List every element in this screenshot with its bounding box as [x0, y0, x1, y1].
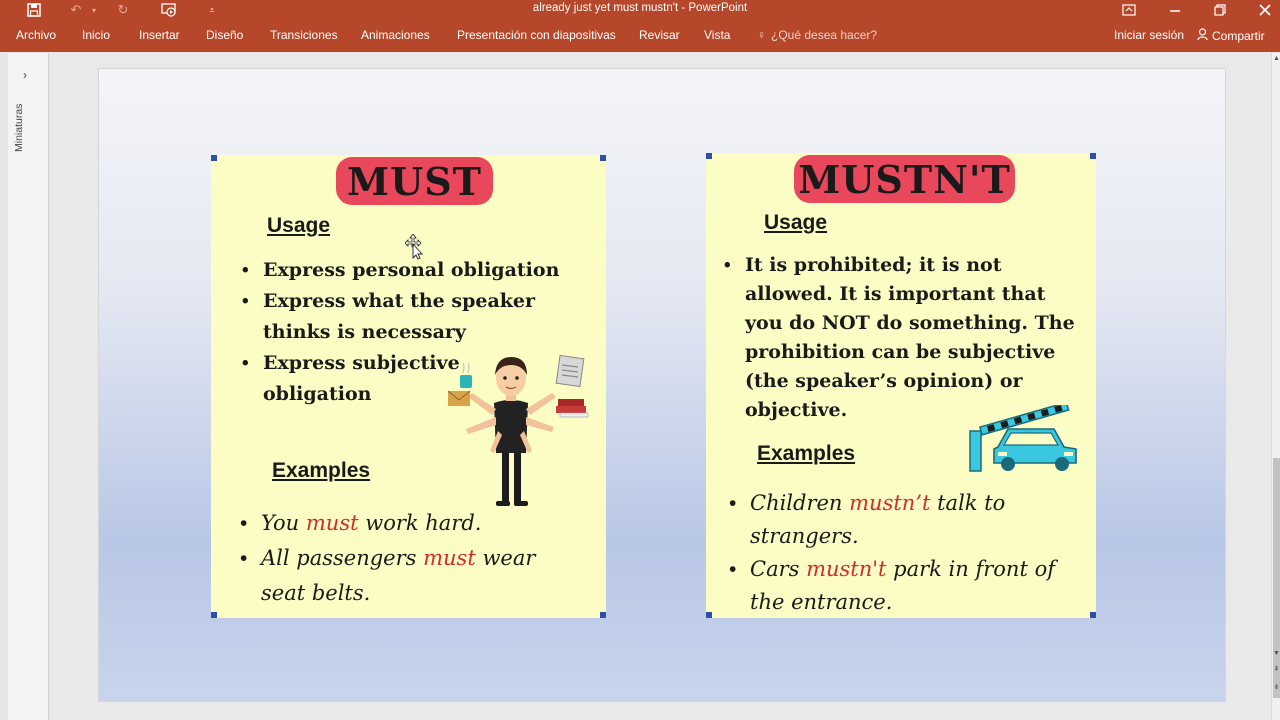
busy-man-illustration	[444, 353, 594, 508]
ribbon-display-icon[interactable]	[1114, 0, 1144, 20]
selection-handle[interactable]	[600, 612, 606, 618]
mustnt-examples-heading: Examples	[757, 442, 856, 465]
mustnt-usage-list	[724, 251, 1075, 425]
title-bar	[0, 0, 1280, 20]
window-title: already just yet must mustn't - PowerPoint	[532, 2, 748, 14]
list-item: the entrance.	[750, 590, 893, 614]
list-item: prohibition can be subjective	[745, 341, 1056, 363]
tab-insertar[interactable]: Insertar	[139, 28, 180, 42]
tell-me-label: ¿Qué desea hacer?	[771, 28, 878, 42]
undo-dropdown-icon[interactable]: ▾	[91, 5, 96, 15]
list-item: • Children mustn’t talk to	[729, 491, 1006, 515]
must-examples-list	[240, 506, 536, 611]
thumbnails-label: Miniaturas	[13, 103, 25, 152]
must-examples-heading: Examples	[272, 459, 371, 482]
sign-in-link[interactable]: Iniciar sesión	[1114, 28, 1185, 42]
list-item: obligation	[263, 383, 372, 405]
selection-handle[interactable]	[211, 155, 217, 161]
previous-slide-icon[interactable]: ⇞	[1273, 666, 1280, 673]
next-slide-icon[interactable]: ⇟	[1273, 684, 1280, 691]
restore-icon[interactable]	[1205, 0, 1235, 20]
selection-handle[interactable]	[211, 612, 217, 618]
list-item: • You must work hard.	[240, 511, 482, 535]
list-item: seat belts.	[261, 581, 371, 605]
list-item: objective.	[745, 399, 848, 421]
customize-qat-icon[interactable]: ⩡	[209, 4, 215, 15]
must-usage-heading: Usage	[267, 214, 331, 237]
ribbon-tabs	[0, 20, 1280, 52]
scroll-up-icon[interactable]: ▲	[1273, 55, 1280, 62]
minimize-icon[interactable]	[1160, 0, 1190, 20]
tab-archivo[interactable]: Archivo	[16, 28, 57, 42]
list-item: • All passengers must wear	[240, 546, 536, 570]
share-button[interactable]	[1197, 28, 1265, 43]
list-item: • It is prohibited; it is not	[724, 254, 1002, 276]
tab-diseno[interactable]: Diseño	[206, 28, 244, 42]
redo-icon[interactable]: ↻	[117, 2, 129, 17]
mustnt-examples-list	[729, 487, 1055, 619]
car-barrier-illustration	[968, 405, 1083, 475]
selection-handle[interactable]	[1090, 153, 1096, 159]
thumbnails-label-wrap[interactable]	[13, 103, 27, 212]
mustnt-title: MUSTN'T	[794, 155, 1015, 203]
chevron-right-icon[interactable]: ›	[23, 68, 27, 82]
tab-revisar[interactable]: Revisar	[639, 28, 680, 42]
selection-handle[interactable]	[600, 155, 606, 161]
mustnt-usage-heading: Usage	[764, 211, 828, 234]
list-item: • Express subjective	[242, 352, 460, 374]
undo-icon[interactable]: ↶	[70, 2, 82, 17]
move-cursor-icon	[405, 234, 423, 260]
tab-animaciones[interactable]: Animaciones	[361, 28, 430, 42]
tell-me-search[interactable]	[757, 28, 877, 42]
person-icon	[1197, 28, 1208, 43]
list-item: • Express personal obligation	[242, 259, 560, 281]
must-title: MUST	[336, 157, 493, 205]
scroll-down-icon[interactable]: ▼	[1273, 650, 1280, 657]
tab-vista[interactable]: Vista	[704, 28, 731, 42]
selection-handle[interactable]	[706, 153, 712, 159]
list-item: • Express what the speaker	[242, 290, 536, 312]
list-item: • Cars mustn't park in front of	[729, 557, 1055, 581]
mustnt-card[interactable]	[706, 153, 1096, 618]
selection-handle[interactable]	[706, 612, 712, 618]
share-label: Compartir	[1212, 29, 1265, 43]
vertical-scrollbar[interactable]	[1271, 53, 1280, 720]
list-item: strangers.	[750, 524, 859, 548]
tab-transiciones[interactable]: Transiciones	[270, 28, 338, 42]
selection-handle[interactable]	[1090, 612, 1096, 618]
tab-inicio[interactable]: Inicio	[82, 28, 111, 42]
scroll-thumb[interactable]	[1273, 458, 1280, 698]
list-item: you do NOT do something. The	[745, 312, 1075, 334]
must-card[interactable]	[211, 155, 606, 618]
list-item: (the speaker’s opinion) or	[745, 370, 1023, 392]
tab-presentacion[interactable]: Presentación con diapositivas	[457, 28, 616, 42]
list-item: thinks is necessary	[263, 321, 466, 343]
list-item: allowed. It is important that	[745, 283, 1046, 305]
close-icon[interactable]	[1250, 0, 1280, 20]
lightbulb-icon: ♀	[757, 28, 766, 42]
